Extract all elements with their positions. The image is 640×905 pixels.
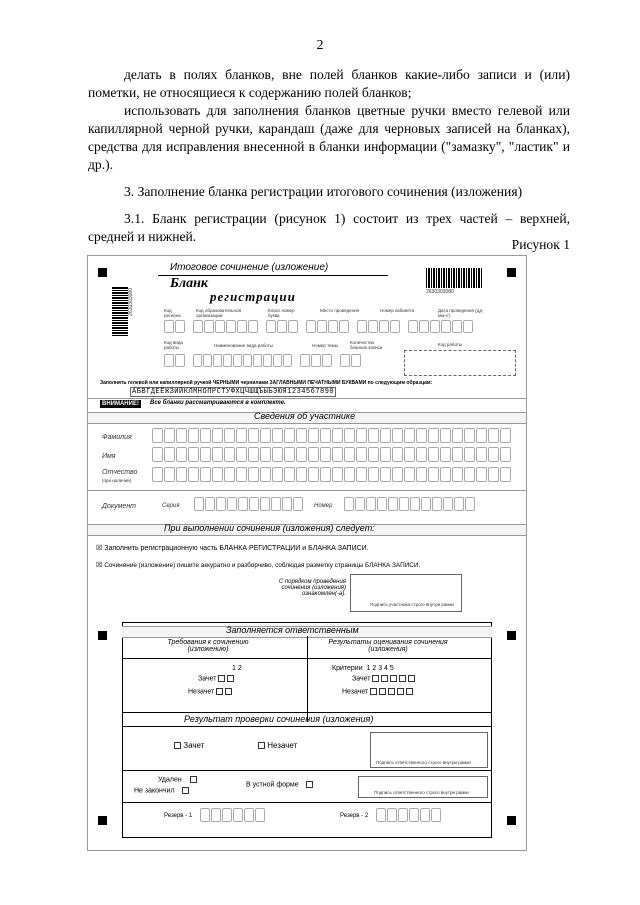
input-cell <box>296 428 307 443</box>
input-cell <box>428 447 439 462</box>
row1-cells <box>164 320 473 333</box>
corner-marker <box>507 816 516 825</box>
input-cell <box>356 467 367 482</box>
input-cell <box>293 497 303 511</box>
attention-text: Все бланки рассматриваются в комплекте. <box>150 400 286 406</box>
input-cell <box>200 467 211 482</box>
input-cell <box>272 428 283 443</box>
label-series: Серия <box>162 503 180 509</box>
label-class: Класс номер буква <box>268 308 295 318</box>
label-number: Номер <box>314 503 333 509</box>
input-cell <box>224 428 235 443</box>
input-cell <box>272 447 283 462</box>
input-cell <box>164 447 175 462</box>
input-cell <box>260 497 270 511</box>
input-cell <box>387 808 397 822</box>
input-cell <box>377 497 387 511</box>
label-sheets: Количество бланков записи <box>350 340 383 350</box>
input-cell <box>380 428 391 443</box>
input-cell <box>200 808 210 822</box>
input-cell <box>332 447 343 462</box>
section-heading: 3. Заполнение бланка регистрации итогового сочинения (изложения) <box>124 184 523 199</box>
label-place: Место проведения <box>320 308 360 313</box>
responsible-signature-note: Подпись ответственного строго внутри рамки <box>376 760 471 765</box>
barcode <box>426 268 482 288</box>
input-cell <box>332 467 343 482</box>
corner-marker <box>98 631 107 640</box>
label-document: Документ <box>102 503 137 510</box>
input-cell <box>227 497 237 511</box>
input-cell <box>238 497 248 511</box>
input-cell <box>476 447 487 462</box>
input-cell <box>236 428 247 443</box>
input-cell <box>224 447 235 462</box>
input-cell <box>465 497 475 511</box>
input-cell <box>428 428 439 443</box>
page-number: 2 <box>316 38 324 53</box>
blank-title-line2: регистрации <box>210 289 296 304</box>
label-org: Код образовательной организации <box>196 308 242 318</box>
input-cell <box>464 428 475 443</box>
input-cell <box>212 447 223 462</box>
input-cell <box>355 497 365 511</box>
attention-label: ВНИМАНИЕ! <box>102 401 139 407</box>
reserve-1-label: Резерв - 1 <box>164 813 193 819</box>
sample-letters: АБВГДЕЁЖЗИЙКЛМНОПРСТУФХЦЧШЩЪЫЬЭЮЯ1234567890 <box>132 388 335 396</box>
mark-note: Подпись ответственного строго внутри рамки <box>374 790 469 795</box>
reserve-1-cells <box>200 808 265 822</box>
input-cell <box>416 428 427 443</box>
eval-pass-label: Зачет <box>352 675 371 683</box>
input-cell <box>344 497 354 511</box>
input-cell <box>205 497 215 511</box>
barcode-digits: 2630303080 <box>426 289 454 295</box>
input-cell <box>428 467 439 482</box>
series-cells <box>194 497 303 511</box>
input-cell <box>308 467 319 482</box>
input-cell <box>224 467 235 482</box>
input-cell <box>236 447 247 462</box>
input-cell <box>356 447 367 462</box>
input-cell <box>476 467 487 482</box>
input-cell <box>356 428 367 443</box>
input-cell <box>164 467 175 482</box>
label-surname: Фамилия <box>102 434 132 441</box>
input-cell <box>233 808 243 822</box>
input-cell <box>152 467 163 482</box>
input-cell <box>248 447 259 462</box>
instruction-2: Сочинение (изложение) пишите аккуратно и разборчиво, соблюдая разметку страницы БЛАНКА ЗАПИСИ. <box>104 562 421 569</box>
input-cell <box>488 447 499 462</box>
input-cell <box>368 467 379 482</box>
result-header: Результат проверки сочинения (изложения) <box>184 714 374 724</box>
input-cell <box>248 467 259 482</box>
req-fail-label: Незачет <box>188 688 215 696</box>
input-cell <box>443 497 453 511</box>
input-cell <box>296 467 307 482</box>
input-cell <box>431 808 441 822</box>
input-cell <box>440 467 451 482</box>
figure-label: Рисунок 1 <box>511 237 570 252</box>
responsible-header: Заполняется ответственным <box>226 625 359 635</box>
input-cell <box>380 467 391 482</box>
input-cell <box>500 467 511 482</box>
label-work-type: Код вида работы <box>164 340 183 350</box>
input-cell <box>260 447 271 462</box>
instructions-header: При выполнении сочинения (изложения) следует: <box>164 523 375 533</box>
input-cell <box>398 808 408 822</box>
requirement-numbers: 1 2 <box>232 665 242 672</box>
input-cell <box>409 808 419 822</box>
form-title: Итоговое сочинение (изложение) <box>170 262 329 273</box>
criteria-label: Критерии <box>332 665 363 672</box>
input-cell <box>284 428 295 443</box>
label-date: Дата проведения (дд-мм-гг) <box>438 308 484 318</box>
input-cell <box>488 467 499 482</box>
input-cell <box>416 467 427 482</box>
input-cell <box>152 447 163 462</box>
input-cell <box>216 497 226 511</box>
input-cell <box>271 497 281 511</box>
input-cell <box>344 467 355 482</box>
input-cell <box>308 447 319 462</box>
input-cell <box>464 467 475 482</box>
input-cell <box>248 428 259 443</box>
removed-label: Удален <box>158 776 182 784</box>
input-cell <box>410 497 420 511</box>
input-cell <box>212 467 223 482</box>
paragraph-2: использовать для заполнения бланков цветные ручки вместо гелевой или капиллярной черной ручки, карандаш (даже для черновых записей на бланках), средства для исправления внесенной в бланки информации ("замазку", "ластик" и др.). <box>88 103 570 172</box>
input-cell <box>376 808 386 822</box>
corner-marker <box>98 816 107 825</box>
not-finished-label: Не закончил <box>134 787 175 795</box>
input-cell <box>200 447 211 462</box>
input-cell <box>332 428 343 443</box>
input-cell <box>282 497 292 511</box>
input-cell <box>452 447 463 462</box>
input-cell <box>255 808 265 822</box>
signature-note: Подпись участника строго внутри рамки <box>370 602 454 607</box>
result-fail-label: Незачет <box>267 741 298 750</box>
instruction-1: Заполнить регистрационную часть БЛАНКА РЕГИСТРАЦИИ и БЛАНКА ЗАПИСИ. <box>104 545 369 552</box>
side-barcode <box>112 286 128 336</box>
input-cell <box>432 497 442 511</box>
label-work-code: Код работы <box>438 342 463 347</box>
input-cell <box>176 447 187 462</box>
input-cell <box>488 428 499 443</box>
result-pass-label: Зачет <box>183 741 205 750</box>
input-cell <box>320 428 331 443</box>
input-cell <box>320 467 331 482</box>
label-topic: Номер темы <box>312 343 338 348</box>
input-cell <box>272 467 283 482</box>
input-cell <box>368 428 379 443</box>
input-cell <box>194 497 204 511</box>
blank-title-line1: Бланк <box>170 276 208 291</box>
input-cell <box>236 467 247 482</box>
input-cell <box>222 808 232 822</box>
input-cell <box>284 447 295 462</box>
input-cell <box>476 428 487 443</box>
registration-form-image: Итоговое сочинение (изложение) Бланк регистрации 2630303080 2630303080 Код региона Код образовательной организации Класс номер буква Место проведения Номер кабинета Дата проведения (дд-мм-гг) Код вида работы Наименование вида работы Номер темы Количество бланков записи Код работы Заполнять гелевой или капиллярной ручкой ЧЕРНЫМИ чернилами ЗАГЛАВНЫМИ ПЕЧАТНЫМИ БУКВАМИ по следующим образцам: АБВГДЕЁЖЗИЙКЛМНОПРСТУФХЦЧШЩЪЫЬЭЮЯ1234567890 ВНИМАНИЕ! Все бланки рассматриваются в комплекте. Сведения об участнике Фамилия Имя Отчество (при наличии) Документ Серия Номер При выполнении сочинения (изложения) следует: ☒ Заполнить регистрационную часть БЛАНКА РЕГИСТРАЦИИ и БЛАНКА ЗАПИСИ. ☒ Сочинение (изложение) пишите аккуратно и разборчиво, соблюдая разметку страницы БЛАНКА ЗАПИСИ. С порядком проведения сочинения (изложения) ознакомлен(-а). Подпись участника строго внутри рамки Заполняется ответственным Требования к сочинению (изложению) Результаты оценивания сочинения (изложения) 1 2 Зачет Незачет Критерии 1 2 3 4 5 Зачет Незачет Результат проверки сочинения (изложения) Зачет Незачет Подпись ответственного строго внутри рамки Удален Не закончил В устной форме Подпись ответственного строго внутри рамки Резерв - 1 Резерв - 2 <box>87 255 527 851</box>
input-cell <box>344 447 355 462</box>
input-cell <box>188 428 199 443</box>
input-cell <box>464 447 475 462</box>
eval-fail-label: Незачет <box>342 688 369 696</box>
input-cell <box>188 467 199 482</box>
input-cell <box>320 447 331 462</box>
label-region: Код региона <box>164 308 181 318</box>
reserve-2-cells <box>376 808 441 822</box>
input-cell <box>420 808 430 822</box>
input-cell <box>404 428 415 443</box>
input-cell <box>452 467 463 482</box>
input-cell <box>454 497 464 511</box>
corner-marker <box>98 268 107 277</box>
input-cell <box>404 467 415 482</box>
input-cell <box>308 428 319 443</box>
input-cell <box>388 497 398 511</box>
input-cell <box>211 808 221 822</box>
name-cells <box>152 447 511 462</box>
criteria-numbers: 1 2 3 4 5 <box>366 665 394 672</box>
input-cell <box>452 428 463 443</box>
patronymic-note: (при наличии) <box>102 478 132 483</box>
input-cell <box>212 428 223 443</box>
corner-marker <box>507 268 516 277</box>
input-cell <box>244 808 254 822</box>
paragraph-4: 3.1. Бланк регистрации (рисунок 1) состоит из трех частей – верхней, средней и нижней. <box>88 211 570 244</box>
input-cell <box>188 447 199 462</box>
input-cell <box>200 428 211 443</box>
input-cell <box>440 428 451 443</box>
input-cell <box>260 428 271 443</box>
label-patronymic: Отчество <box>102 469 138 476</box>
input-cell <box>176 428 187 443</box>
input-cell <box>176 467 187 482</box>
requirements-header: Требования к сочинению (изложению) <box>167 639 249 653</box>
input-cell <box>399 497 409 511</box>
patronymic-cells <box>152 467 511 482</box>
input-cell <box>249 497 259 511</box>
sample-instruction: Заполнять гелевой или капиллярной ручкой ЧЕРНЫМИ чернилами ЗАГЛАВНЫМИ ПЕЧАТНЫМИ БУКВАМИ по следующим образцам: <box>100 380 433 386</box>
corner-marker <box>507 631 516 640</box>
input-cell <box>404 447 415 462</box>
input-cell <box>368 447 379 462</box>
familiar-text: С порядком проведения сочинения (изложения) ознакомлен(-а). <box>278 579 346 597</box>
row2-cells <box>164 354 361 367</box>
input-cell <box>416 447 427 462</box>
input-cell <box>421 497 431 511</box>
label-room: Номер кабинета <box>380 308 415 313</box>
participant-section-header: Сведения об участнике <box>254 411 356 421</box>
reserve-2-label: Резерв - 2 <box>340 813 369 819</box>
label-work-name: Наименование вида работы <box>214 343 274 348</box>
input-cell <box>152 428 163 443</box>
input-cell <box>392 447 403 462</box>
surname-cells <box>152 428 511 443</box>
input-cell <box>440 447 451 462</box>
input-cell <box>500 447 511 462</box>
input-cell <box>164 428 175 443</box>
side-barcode-digits: 2630303080 <box>128 288 134 316</box>
input-cell <box>392 428 403 443</box>
input-cell <box>500 428 511 443</box>
paragraph-1: делать в полях бланков, вне полей бланков какие-либо записи и (или) пометки, не относящиеся к содержанию полей бланков; <box>88 67 570 100</box>
input-cell <box>296 447 307 462</box>
req-pass-label: Зачет <box>198 675 217 683</box>
label-name: Имя <box>102 453 116 460</box>
input-cell <box>344 428 355 443</box>
evaluation-header: Результаты оценивания сочинения (изложения) <box>328 639 448 653</box>
work-code-box <box>404 350 516 376</box>
input-cell <box>392 467 403 482</box>
number-cells <box>344 497 475 511</box>
input-cell <box>380 447 391 462</box>
input-cell <box>366 497 376 511</box>
oral-label: В устной форме <box>246 781 299 789</box>
input-cell <box>284 467 295 482</box>
input-cell <box>260 467 271 482</box>
